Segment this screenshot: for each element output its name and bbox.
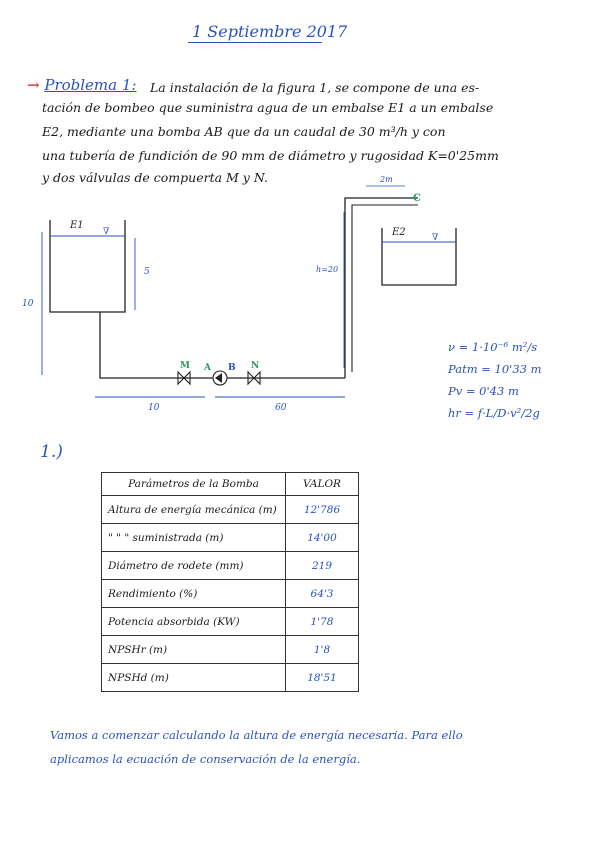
problem-line: La instalación de la figura 1, se compone de una es- <box>150 80 480 95</box>
table-row <box>102 552 359 580</box>
section-label: 1.) <box>40 442 63 462</box>
table-cell-param: Diámetro de rodete (mm) <box>102 552 286 580</box>
height-5-label: 5 <box>144 267 150 277</box>
table-header-row <box>102 473 359 496</box>
table-cell-value: 18'51 <box>286 664 359 692</box>
tank-e1 <box>50 220 125 312</box>
pump-a-label: A <box>204 363 211 373</box>
table-cell-param: " " " suministrada (m) <box>102 524 286 552</box>
problem-line: E2, mediante una bomba AB que da un caudal de 30 m³/h y con <box>42 124 446 139</box>
table-row <box>102 496 359 524</box>
table-row <box>102 636 359 664</box>
table-row <box>102 580 359 608</box>
table-header-param: Parámetros de la Bomba <box>102 473 286 496</box>
param-vapor-pressure: Pv = 0'43 m <box>448 384 519 398</box>
tank-e1-label: E1 <box>70 220 84 231</box>
table-cell-value: 219 <box>286 552 359 580</box>
date-heading: 1 Septiembre 2017 <box>192 22 348 41</box>
arrow-marker-icon: → <box>27 76 40 94</box>
table-cell-value: 1'78 <box>286 608 359 636</box>
table-cell-param: Potencia absorbida (KW) <box>102 608 286 636</box>
param-atm-pressure: Patm = 10'33 m <box>448 362 542 376</box>
length-10-label: 10 <box>148 403 160 413</box>
top-length-label: 2m <box>380 175 393 184</box>
pump-b-label: B <box>228 363 236 373</box>
table-row <box>102 524 359 552</box>
table-row <box>102 608 359 636</box>
table-cell-value: 64'3 <box>286 580 359 608</box>
date-underline <box>188 42 322 43</box>
water-symbol-e2: ∇ <box>432 233 439 243</box>
explanation-line: Vamos a comenzar calculando la altura de energía necesaria. Para ello <box>50 728 463 742</box>
explanation-line: aplicamos la ecuación de conservación de la energía. <box>50 752 361 766</box>
problem-line: y dos válvulas de compuerta M y N. <box>42 170 268 185</box>
table-cell-param: NPSHd (m) <box>102 664 286 692</box>
problem-line: una tubería de fundición de 90 mm de diámetro y rugosidad K=0'25mm <box>42 148 499 163</box>
given-parameters <box>448 340 542 428</box>
water-symbol-e1: ∇ <box>103 227 110 237</box>
table-cell-param: Rendimiento (%) <box>102 580 286 608</box>
height-10-label: 10 <box>22 299 34 309</box>
table-cell-value: 1'8 <box>286 636 359 664</box>
table-row <box>102 664 359 692</box>
tank-e2-label: E2 <box>392 227 406 238</box>
pump-parameters-table <box>101 472 359 692</box>
point-c-label: C <box>413 193 421 204</box>
height-20-label: h=20 <box>316 265 339 274</box>
table-cell-value: 12'786 <box>286 496 359 524</box>
length-60-label: 60 <box>275 403 287 413</box>
table-cell-value: 14'00 <box>286 524 359 552</box>
param-head-loss-formula: hr = f·L/D·v²/2g <box>448 406 540 420</box>
problem-heading <box>27 76 136 94</box>
param-viscosity: ν = 1·10⁻⁶ m²/s <box>448 340 538 354</box>
valve-n-label: N <box>251 361 260 371</box>
suction-pipe <box>100 312 345 378</box>
table-cell-param: NPSHr (m) <box>102 636 286 664</box>
table-header-value: VALOR <box>286 473 359 496</box>
riser-pipe <box>345 198 418 378</box>
valve-m-label: M <box>180 361 190 371</box>
problem-title: Problema 1: <box>44 76 137 94</box>
table-cell-param: Altura de energía mecánica (m) <box>102 496 286 524</box>
problem-line: tación de bombeo que suministra agua de un embalse E1 a un embalse <box>42 100 494 115</box>
